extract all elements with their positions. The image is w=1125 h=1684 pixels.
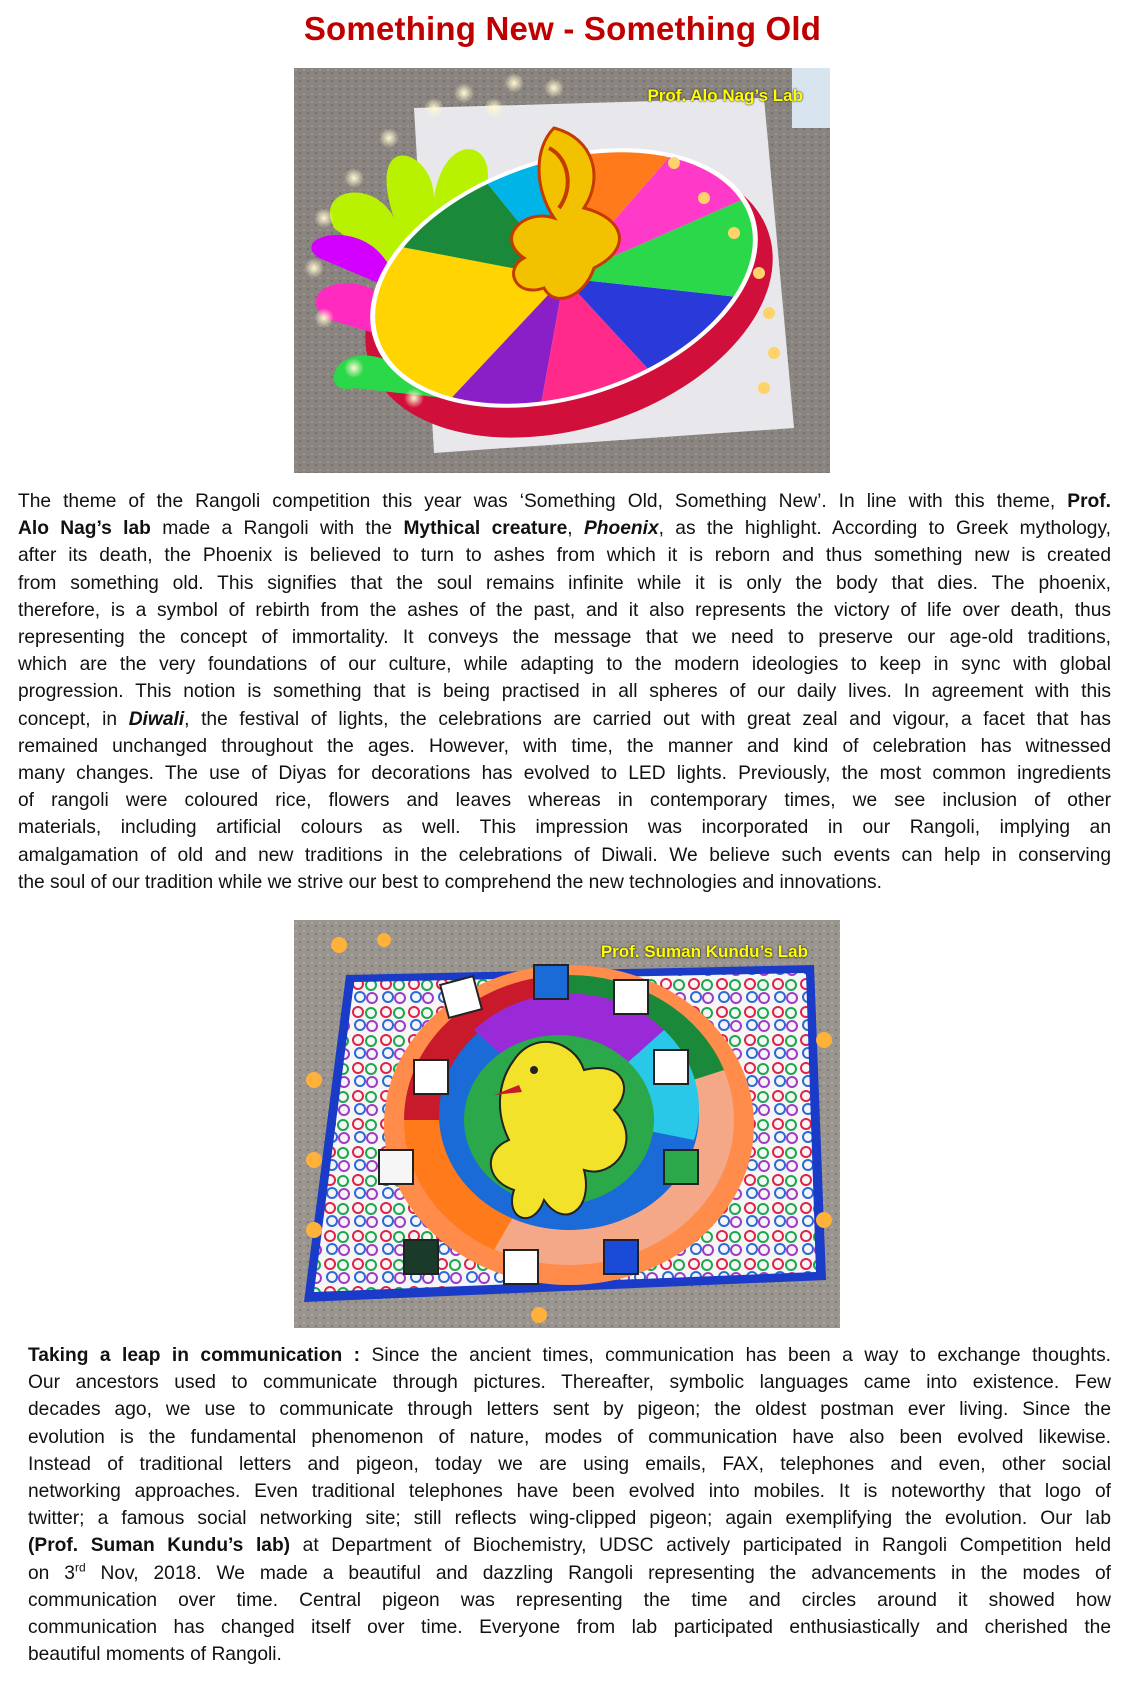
text-line bbox=[28, 1451, 1111, 1478]
text-segment: at Department of Biochemistry, UDSC actively participated in Rangoli Competition held bbox=[290, 1535, 1112, 1557]
text-segment: Alo Nag’s lab bbox=[18, 518, 151, 540]
communication-description-paragraph bbox=[28, 1342, 1111, 1668]
photo2-caption: Prof. Suman Kundu’s Lab bbox=[600, 942, 808, 961]
text-segment: from something old. This signifies that the soul remains infinite while it is only the body that dies. The phoenix, bbox=[18, 572, 1111, 594]
text-segment: Nov, 2018. We made a beautiful and dazzling Rangoli representing the advancements in the modes of bbox=[85, 1562, 1111, 1584]
text-segment: after its death, the Phoenix is believed to turn to ashes from which it is reborn and thus something new is created bbox=[18, 545, 1111, 567]
text-segment: representing the concept of immortality. It conveys the message that we need to preserve our age-old traditions, bbox=[18, 627, 1111, 649]
text-segment: amalgamation of old and new traditions in the celebrations of Diwali. We believe such events can help in conserving bbox=[18, 844, 1111, 866]
text-segment: Taking a leap in communication : bbox=[28, 1345, 361, 1366]
text-line bbox=[18, 570, 1111, 597]
text-segment: Phoenix bbox=[583, 518, 659, 540]
text-line bbox=[28, 1532, 1111, 1559]
text-line bbox=[18, 542, 1111, 569]
text-segment: , as the highlight. According to Greek mythology, bbox=[658, 518, 1111, 540]
text-segment: communication over time. Central pigeon was representing the time and circles around it showed how bbox=[28, 1589, 1111, 1611]
text-segment: on 3 bbox=[28, 1562, 75, 1584]
text-line bbox=[18, 515, 1111, 542]
text-segment: Mythical creature bbox=[403, 518, 568, 540]
text-segment: materials, including artificial colours as well. This impression was incorporated in our Rangoli, implying an bbox=[18, 817, 1111, 839]
text-segment: therefore, is a symbol of rebirth from the ashes of the past, and it also represents the victory of life over death, thus bbox=[18, 599, 1111, 621]
text-line bbox=[18, 678, 1111, 705]
text-line bbox=[18, 814, 1111, 841]
text-segment: concept, in bbox=[18, 708, 129, 730]
text-line bbox=[28, 1424, 1111, 1451]
text-segment: rd bbox=[74, 1560, 86, 1575]
text-segment: the soul of our tradition while we strive our best to comprehend the new technologies and innovations. bbox=[18, 871, 882, 893]
text-line bbox=[18, 760, 1111, 787]
pigeon-rangoli-image bbox=[294, 920, 840, 1328]
text-segment: Diwali bbox=[128, 708, 185, 730]
text-line bbox=[18, 733, 1111, 760]
phoenix-description-paragraph bbox=[18, 488, 1111, 896]
text-segment: Since the ancient times, communication has been a way to exchange thoughts. bbox=[360, 1345, 1112, 1366]
phoenix-rangoli-image bbox=[294, 68, 830, 473]
text-line bbox=[28, 1560, 1111, 1587]
text-line bbox=[18, 624, 1111, 651]
text-segment: Instead of traditional letters and pigeon, today we are using emails, FAX, telephones and even, other social bbox=[28, 1453, 1111, 1475]
photo1-caption: Prof. Alo Nag’s Lab bbox=[647, 86, 803, 105]
text-segment: , bbox=[567, 518, 584, 540]
text-segment: remained unchanged throughout the ages. However, with time, the manner and kind of celebration has witnessed bbox=[18, 735, 1111, 757]
phoenix-rangoli-photo bbox=[294, 68, 830, 473]
text-segment: of rangoli were coloured rice, flowers and leaves whereas in contemporary times, we see inclusion of other bbox=[18, 790, 1111, 812]
text-segment: many changes. The use of Diyas for decorations has evolved to LED lights. Previously, the most common ingredients bbox=[18, 763, 1111, 785]
text-line bbox=[28, 1587, 1111, 1614]
text-segment: progression. This notion is something that is being practised in all spheres of our daily lives. In agreement with this bbox=[18, 681, 1111, 703]
text-segment: Prof. bbox=[1067, 491, 1111, 512]
text-segment: decades ago, we use to communicate through letters sent by pigeon; the oldest postman ever living. Since the bbox=[28, 1399, 1111, 1421]
text-line bbox=[18, 597, 1111, 624]
text-line bbox=[28, 1641, 1111, 1668]
text-segment: networking approaches. Even traditional telephones have been evolved into mobiles. It is noteworthy that logo of bbox=[28, 1481, 1111, 1503]
pigeon-rangoli-photo bbox=[294, 920, 840, 1328]
text-line bbox=[28, 1342, 1111, 1369]
text-segment: Our ancestors used to communicate through pictures. Thereafter, symbolic languages came into existence. Few bbox=[28, 1372, 1111, 1394]
text-line bbox=[28, 1614, 1111, 1641]
text-line bbox=[18, 869, 1111, 896]
text-segment: communication has changed itself over time. Everyone from lab participated enthusiastically and cherished the bbox=[28, 1617, 1111, 1639]
text-line bbox=[28, 1369, 1111, 1396]
page-title: Something New - Something Old bbox=[303, 10, 822, 47]
text-line bbox=[18, 787, 1111, 814]
text-line bbox=[18, 488, 1111, 515]
text-line bbox=[18, 842, 1111, 869]
text-line bbox=[28, 1478, 1111, 1505]
text-line bbox=[18, 706, 1111, 733]
text-segment: The theme of the Rangoli competition this year was ‘Something Old, Something New’. In line with this theme, bbox=[18, 491, 1068, 512]
text-segment: twitter; a famous social networking site; still reflects wing-clipped pigeon; again exemplifying the evolution. Our lab bbox=[28, 1508, 1111, 1530]
text-line bbox=[28, 1396, 1111, 1423]
text-line bbox=[28, 1505, 1111, 1532]
text-segment: which are the very foundations of our culture, while adapting to the modern ideologies to keep in sync with global bbox=[18, 654, 1111, 676]
text-segment: , the festival of lights, the celebrations are carried out with great zeal and vigour, a facet that has bbox=[184, 708, 1111, 730]
text-line bbox=[18, 651, 1111, 678]
text-segment: made a Rangoli with the bbox=[150, 518, 404, 540]
text-segment: beautiful moments of Rangoli. bbox=[28, 1644, 282, 1666]
text-segment: evolution is the fundamental phenomenon of nature, modes of communication have also been evolved likewise. bbox=[28, 1426, 1111, 1448]
text-segment: (Prof. Suman Kundu’s lab) bbox=[28, 1535, 291, 1557]
